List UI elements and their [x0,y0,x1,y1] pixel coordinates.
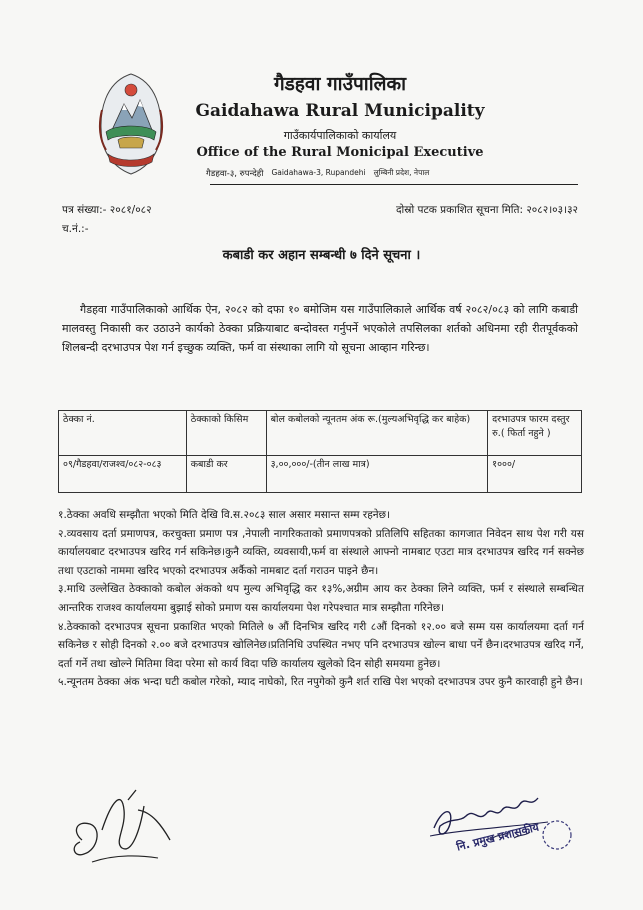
stamp-icon [540,818,574,852]
condition-item: ४.ठेक्काको दरभाउपत्र सूचना प्रकाशित भएको मितिले ७ औं दिनभित्र खरिद गरी ८औं दिनको १२.०० बजे सम्म यस कार्यालयमा दर्ता गर्न सकिनेछ र सोही दिनको २.०० बजे दरभाउपत्र खोलिनेछ।प्रतिनिधि उपस्थित नभए पनि दरभाउपत्र खोल्न बाधा पर्ने छैन।दरभाउपत्र खरिद गर्ने, दर्ता गर्ने तथा खोल्ने मितिमा विदा परेमा सो कार्य विदा पछि कार्यालय खुलेको दिन सोही समयमा हुनेछ। [58,620,584,670]
letter-number: पत्र संख्या:- २०८१/०८२ [62,204,152,216]
table-cell: ३,००,०००/-(तीन लाख मात्र) [266,456,488,493]
municipality-name-english: Gaidahawa Rural Municipality [195,101,485,121]
table-cell: ०९/गैडहवा/राजश्व/०८२-०८३ [59,456,187,493]
address-english: Gaidahawa-3, Rupandehi [271,168,366,177]
condition-item: ५.न्यूनतम ठेक्का अंक भन्दा घटी कबोल गरेको, म्याद नाघेको, रित नपुगेको कुनै शर्त राखि पेश भएको दरभाउपत्र उपर कुनै कारवाही हुने छैन। [58,676,583,689]
header-address [206,168,466,179]
column-header: ठेक्का नं. [59,411,187,456]
conditions-list [58,506,584,692]
handwritten-initials [62,770,182,880]
designation-seal: नि. प्रमुख प्रशासकीय [455,820,541,854]
dispatch-number: च.नं.:- [62,223,89,235]
condition-item: १.ठेक्का अवधि सम्झौता भएको मिति देखि वि.स.२०८३ साल असार मसान्त सम्म रहनेछ। [58,509,390,521]
condition-item: २.व्यवसाय दर्ता प्रमाणपत्र, करचुक्ता प्रमाण पत्र ,नेपाली नागरिकताको प्रमाणपत्रको प्रतिलिपि सहितका कागजात निवेदन साथ पेश गरी यस कार्यालयबाट दरभाउपत्र खरिद गर्न सकिनेछ।कुनै व्यक्ति, व्यवसायी,फर्म वा संस्थाले आफ्नो नामबाट एउटा मात्र दरभाउपत्र खरिद गर्न सक्नेछ तथा एउटाको नाममा खरिद भएको दरभाउपत्र अर्कैको नामबाट दर्ता गराउन पाइने छैन। [58,527,584,577]
nepal-emblem-icon [92,70,170,178]
column-header: दरभाउपत्र फारम दस्तुर रु.( फिर्ता नहुने ) [488,411,582,456]
condition-item: ३.माथि उल्लेखित ठेक्काको कबोल अंकको थप मुल्य अभिवृद्धि कर १३%,अग्रीम आय कर ठेक्का लिने व्यक्ति, फर्म र संस्थाले सम्बन्धित आन्तरिक राजश्व कार्यालयमा बुझाई सोको प्रमाण यस कार्यालयमा पेश गरेपश्चात मात्र सम्झौता गरिनेछ। [58,583,584,614]
table-cell: कबाडी कर [186,456,266,493]
table-header-row [59,411,582,456]
table-row [59,456,582,493]
column-header: ठेक्काको किसिम [186,411,266,456]
municipality-name-nepali: गैडहवा गाउँपालिका [273,73,407,95]
office-name-english: Office of the Rural Monicipal Executive [196,145,484,160]
notice-title: कबाडी कर अहान सम्बन्धी ७ दिने सूचना । [222,248,421,263]
office-name-nepali: गाउँकार्यपालिकाको कार्यालय [283,129,397,142]
address-nepali: गैडहवा-३, रुपन्देही [206,169,264,179]
column-header: बोल कबोलको न्यूनतम अंक रू.(मुल्यअभिवृद्धि कर बाहेक) [266,411,488,456]
province: लुम्बिनी प्रदेश, नेपाल [373,168,430,177]
intro-paragraph: गैडहवा गाउँपालिकाको आर्थिक ऐन, २०८२ को दफा १० बमोजिम यस गाउँपालिकाले आर्थिक वर्ष २०८२/०८३ को लागि कबाडी मालवस्तु निकासी कर उठाउने कार्यको ठेक्का प्रक्रियाबाट बन्दोवस्त गर्नुपर्ने भएकोले तपसिलका शर्तको अधिनमा रही रीतपूर्वकको शिलबन्दी दरभाउपत्र पेश गर्न इच्छुक व्यक्ति, फर्म वा संस्थाका लागि यो सूचना आव्हान गरिन्छ। [62,303,578,354]
table-cell: १०००/ [488,456,582,493]
publication-date: दोस्रो पटक प्रकाशित सूचना मिति: २०८२।०३।३२ [395,204,578,216]
tender-table [58,410,582,493]
header-divider [210,184,578,185]
